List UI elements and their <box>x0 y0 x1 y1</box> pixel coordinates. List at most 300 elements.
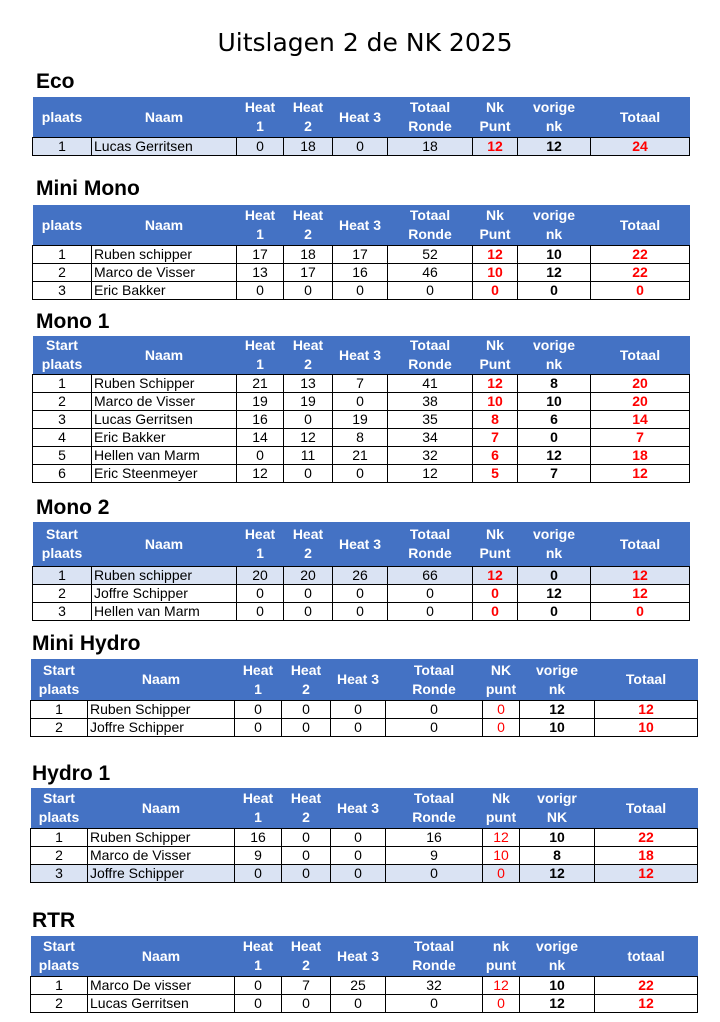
header-vorige <box>518 336 591 375</box>
header-line: nk <box>492 938 510 954</box>
header-line: Heat <box>242 790 274 806</box>
header-row <box>31 788 698 829</box>
cell-totaal: 14 <box>591 411 690 429</box>
table-row <box>33 585 690 603</box>
table-row <box>31 701 698 719</box>
cell-heat2: 11 <box>284 447 333 465</box>
header-line: plaats <box>38 809 80 825</box>
cell-heat1: 0 <box>235 719 282 737</box>
cell-nk-punt: 0 <box>483 995 520 1013</box>
cell-heat2: 0 <box>282 829 331 847</box>
cell-naam: Ruben Schipper <box>88 701 235 719</box>
header-heat1 <box>235 788 282 829</box>
cell-totaal: 18 <box>591 447 690 465</box>
section-title: Hydro 1 <box>32 762 111 785</box>
cell-heat3: 0 <box>333 465 388 483</box>
table-row <box>33 393 690 411</box>
cell-heat3: 26 <box>333 567 388 585</box>
cell-vorige: 0 <box>518 429 591 447</box>
cell-heat2: 0 <box>282 847 331 865</box>
header-line: Start <box>43 938 75 954</box>
header-nk-punt <box>473 336 518 375</box>
cell-heat2: 0 <box>282 865 331 883</box>
header-heat1 <box>235 659 282 701</box>
header-row <box>33 205 690 246</box>
cell-naam: Lucas Gerritsen <box>88 995 235 1013</box>
cell-plaats: 3 <box>33 411 92 429</box>
cell-plaats: 5 <box>33 447 92 465</box>
cell-heat2: 13 <box>284 375 333 393</box>
cell-naam: Ruben Schipper <box>92 375 237 393</box>
header-line: Punt <box>479 118 511 134</box>
cell-heat1: 20 <box>237 567 284 585</box>
cell-plaats: 1 <box>31 829 88 847</box>
table-row <box>31 995 698 1013</box>
cell-heat1: 0 <box>237 282 284 300</box>
header-line: 1 <box>254 680 262 697</box>
header-line: Heat <box>242 938 274 954</box>
table-row <box>33 411 690 429</box>
header-line: nk <box>545 356 563 372</box>
cell-totaal-ronde: 0 <box>388 585 473 603</box>
cell-vorige: 12 <box>520 701 595 719</box>
header-line: Totaal <box>413 790 455 806</box>
header-line: Ronde <box>412 680 456 697</box>
header-totaal-ronde <box>388 336 473 375</box>
cell-naam: Lucas Gerritsen <box>92 138 237 156</box>
cell-vorige: 10 <box>518 393 591 411</box>
header-line: plaats <box>38 680 80 697</box>
header-heat2 <box>284 522 333 567</box>
header-line: Heat <box>290 938 322 954</box>
cell-heat2: 20 <box>284 567 333 585</box>
cell-plaats: 3 <box>33 282 92 300</box>
header-line: Heat <box>292 526 324 542</box>
results-table <box>30 788 698 883</box>
cell-naam: Hellen van Marm <box>92 447 237 465</box>
cell-heat3: 0 <box>333 393 388 411</box>
header-nk-punt <box>473 205 518 246</box>
cell-heat2: 12 <box>284 429 333 447</box>
results-table <box>32 97 690 156</box>
header-row <box>33 97 690 138</box>
header-row <box>31 936 698 977</box>
header-heat1 <box>237 336 284 375</box>
cell-heat1: 0 <box>237 138 284 156</box>
header-heat3: Heat 3 <box>331 936 386 977</box>
header-vorige <box>518 97 591 138</box>
header-line: Start <box>43 790 75 806</box>
header-naam: Naam <box>88 788 235 829</box>
cell-heat1: 0 <box>237 585 284 603</box>
cell-naam: Marco De visser <box>88 977 235 995</box>
cell-heat1: 0 <box>235 977 282 995</box>
cell-totaal-ronde: 41 <box>388 375 473 393</box>
cell-heat1: 21 <box>237 375 284 393</box>
cell-nk-punt: 12 <box>483 977 520 995</box>
cell-naam: Marco de Visser <box>92 264 237 282</box>
header-line: Heat <box>290 661 322 678</box>
cell-totaal-ronde: 18 <box>388 138 473 156</box>
header-line: vorige <box>532 526 575 542</box>
header-line: 1 <box>256 356 264 372</box>
header-line: nk <box>548 680 566 697</box>
header-heat2 <box>282 788 331 829</box>
cell-plaats: 2 <box>31 995 88 1013</box>
header-line: Totaal <box>409 99 451 115</box>
cell-totaal: 12 <box>595 865 698 883</box>
cell-nk-punt: 12 <box>473 375 518 393</box>
header-line: Heat <box>244 99 276 115</box>
cell-totaal-ronde: 32 <box>388 447 473 465</box>
cell-vorige: 10 <box>518 246 591 264</box>
table-row <box>33 603 690 621</box>
cell-totaal: 7 <box>591 429 690 447</box>
header-plaats <box>31 936 88 977</box>
header-totaal: totaal <box>595 936 698 977</box>
cell-heat3: 0 <box>331 995 386 1013</box>
header-line: Heat <box>244 526 276 542</box>
header-line: Start <box>46 337 78 353</box>
header-line: Totaal <box>413 938 455 954</box>
cell-heat2: 0 <box>282 995 331 1013</box>
header-vorige <box>518 522 591 567</box>
results-table <box>32 336 690 483</box>
header-line: Ronde <box>412 809 456 825</box>
header-line: vorige <box>532 337 575 353</box>
header-plaats <box>33 336 92 375</box>
cell-nk-punt: 0 <box>483 719 520 737</box>
cell-plaats: 3 <box>33 603 92 621</box>
header-line: Heat <box>292 207 324 223</box>
header-line: punt <box>485 680 517 697</box>
header-line: Nk <box>486 99 504 115</box>
header-nk-punt <box>483 936 520 977</box>
header-heat2 <box>282 936 331 977</box>
cell-totaal-ronde: 0 <box>386 701 483 719</box>
header-line: 2 <box>304 118 312 134</box>
cell-heat2: 0 <box>282 701 331 719</box>
header-heat2 <box>282 659 331 701</box>
cell-nk-punt: 12 <box>473 567 518 585</box>
cell-plaats: 1 <box>31 701 88 719</box>
header-line: 2 <box>304 226 312 242</box>
cell-nk-punt: 0 <box>473 282 518 300</box>
section-title: Eco <box>36 70 75 93</box>
cell-heat1: 9 <box>235 847 282 865</box>
cell-naam: Ruben schipper <box>92 567 237 585</box>
cell-plaats: 2 <box>31 847 88 865</box>
cell-totaal: 20 <box>591 375 690 393</box>
cell-vorige: 12 <box>520 995 595 1013</box>
cell-heat1: 17 <box>237 246 284 264</box>
header-heat3: Heat 3 <box>333 522 388 567</box>
cell-heat3: 0 <box>333 282 388 300</box>
cell-totaal: 12 <box>591 567 690 585</box>
cell-heat2: 19 <box>284 393 333 411</box>
cell-naam: Ruben schipper <box>92 246 237 264</box>
cell-naam: Marco de Visser <box>88 847 235 865</box>
cell-heat1: 0 <box>237 603 284 621</box>
header-plaats <box>31 659 88 701</box>
header-line: Heat <box>244 207 276 223</box>
header-line: Totaal <box>409 337 451 353</box>
cell-totaal: 0 <box>591 282 690 300</box>
header-line: Ronde <box>408 356 452 372</box>
header-line: Ronde <box>408 545 452 561</box>
cell-heat3: 0 <box>331 865 386 883</box>
cell-heat3: 25 <box>331 977 386 995</box>
cell-naam: Hellen van Marm <box>92 603 237 621</box>
cell-heat2: 0 <box>284 282 333 300</box>
cell-totaal-ronde: 0 <box>386 719 483 737</box>
cell-heat2: 7 <box>282 977 331 995</box>
section-title: Mono 2 <box>36 496 110 519</box>
cell-totaal-ronde: 0 <box>388 603 473 621</box>
table-row <box>33 282 690 300</box>
cell-totaal-ronde: 35 <box>388 411 473 429</box>
cell-vorige: 12 <box>518 264 591 282</box>
cell-naam: Eric Bakker <box>92 282 237 300</box>
table-row <box>33 138 690 156</box>
cell-heat1: 0 <box>235 865 282 883</box>
header-line: nk <box>548 957 566 973</box>
cell-vorige: 10 <box>520 719 595 737</box>
cell-plaats: 2 <box>33 393 92 411</box>
cell-heat2: 0 <box>284 603 333 621</box>
header-line: Heat <box>292 99 324 115</box>
cell-vorige: 12 <box>520 865 595 883</box>
header-line: vorigr <box>537 790 577 806</box>
cell-vorige: 6 <box>518 411 591 429</box>
cell-heat2: 17 <box>284 264 333 282</box>
cell-plaats: 2 <box>31 719 88 737</box>
header-heat1 <box>237 97 284 138</box>
header-line: Punt <box>479 356 511 372</box>
header-nk-punt <box>483 788 520 829</box>
cell-totaal: 12 <box>591 585 690 603</box>
cell-nk-punt: 12 <box>473 246 518 264</box>
header-vorige <box>520 659 595 701</box>
cell-totaal: 12 <box>595 995 698 1013</box>
cell-heat2: 0 <box>284 411 333 429</box>
header-line: vorige <box>532 207 575 223</box>
cell-plaats: 2 <box>33 585 92 603</box>
cell-heat2: 0 <box>282 719 331 737</box>
cell-heat1: 0 <box>235 995 282 1013</box>
cell-heat3: 7 <box>333 375 388 393</box>
cell-nk-punt: 12 <box>483 829 520 847</box>
header-heat2 <box>284 97 333 138</box>
header-vorige <box>520 936 595 977</box>
cell-naam: Joffre Schipper <box>88 719 235 737</box>
header-line: 1 <box>254 809 262 825</box>
header-line: Start <box>46 526 78 542</box>
header-totaal: Totaal <box>591 336 690 375</box>
header-nk-punt <box>473 522 518 567</box>
cell-nk-punt: 10 <box>473 264 518 282</box>
table-row <box>33 465 690 483</box>
cell-plaats: 1 <box>33 567 92 585</box>
header-line: NK <box>546 809 568 825</box>
header-line: punt <box>485 957 517 973</box>
header-totaal-ronde <box>386 936 483 977</box>
cell-heat3: 0 <box>331 829 386 847</box>
cell-totaal: 0 <box>591 603 690 621</box>
cell-heat2: 0 <box>284 465 333 483</box>
cell-naam: Marco de Visser <box>92 393 237 411</box>
header-vorige <box>518 205 591 246</box>
header-line: Start <box>43 661 75 678</box>
cell-heat3: 0 <box>333 603 388 621</box>
header-line: Totaal <box>409 526 451 542</box>
header-naam: Naam <box>88 659 235 701</box>
cell-heat3: 0 <box>331 701 386 719</box>
cell-heat1: 0 <box>235 701 282 719</box>
header-line: Nk <box>486 207 504 223</box>
header-row <box>31 659 698 701</box>
header-totaal: Totaal <box>595 788 698 829</box>
table-row <box>31 865 698 883</box>
header-line: Heat <box>244 337 276 353</box>
header-line: plaats <box>38 957 80 973</box>
table-row <box>33 429 690 447</box>
header-naam: Naam <box>92 97 237 138</box>
header-line: nk <box>545 226 563 242</box>
cell-naam: Joffre Schipper <box>92 585 237 603</box>
cell-totaal-ronde: 52 <box>388 246 473 264</box>
table-row <box>33 246 690 264</box>
section-title: Mono 1 <box>36 310 110 333</box>
cell-totaal-ronde: 0 <box>388 282 473 300</box>
cell-totaal: 24 <box>591 138 690 156</box>
cell-totaal-ronde: 12 <box>388 465 473 483</box>
header-plaats <box>31 788 88 829</box>
header-heat3: Heat 3 <box>333 97 388 138</box>
header-line: 1 <box>256 118 264 134</box>
cell-heat3: 19 <box>333 411 388 429</box>
cell-totaal: 10 <box>595 719 698 737</box>
cell-vorige: 8 <box>518 375 591 393</box>
cell-vorige: 8 <box>520 847 595 865</box>
header-naam: Naam <box>88 936 235 977</box>
header-heat3: Heat 3 <box>331 659 386 701</box>
cell-totaal-ronde: 38 <box>388 393 473 411</box>
header-nk-punt <box>483 659 520 701</box>
header-line: Punt <box>479 545 511 561</box>
header-line: 2 <box>302 680 310 697</box>
cell-totaal: 22 <box>591 264 690 282</box>
header-naam: Naam <box>92 205 237 246</box>
table-row <box>31 977 698 995</box>
header-totaal: Totaal <box>591 205 690 246</box>
header-line: 2 <box>304 545 312 561</box>
cell-plaats: 6 <box>33 465 92 483</box>
cell-heat1: 16 <box>235 829 282 847</box>
cell-plaats: 1 <box>33 246 92 264</box>
header-line: Heat <box>242 661 274 678</box>
results-table <box>32 522 690 621</box>
cell-totaal-ronde: 0 <box>386 865 483 883</box>
cell-heat3: 0 <box>331 719 386 737</box>
header-line: Ronde <box>412 957 456 973</box>
cell-nk-punt: 12 <box>473 138 518 156</box>
header-line: nk <box>545 118 563 134</box>
cell-vorige: 12 <box>518 585 591 603</box>
header-line: vorige <box>535 661 578 678</box>
table-row <box>33 447 690 465</box>
header-line: nk <box>545 545 563 561</box>
header-line: 1 <box>254 957 262 973</box>
cell-totaal-ronde: 66 <box>388 567 473 585</box>
cell-totaal-ronde: 16 <box>386 829 483 847</box>
header-line: Ronde <box>408 118 452 134</box>
header-line: punt <box>485 809 517 825</box>
cell-totaal-ronde: 34 <box>388 429 473 447</box>
header-line: Totaal <box>409 207 451 223</box>
cell-nk-punt: 7 <box>473 429 518 447</box>
header-line: vorige <box>532 99 575 115</box>
header-naam: Naam <box>92 336 237 375</box>
header-totaal: Totaal <box>595 659 698 701</box>
header-plaats: plaats <box>33 205 92 246</box>
header-row <box>33 336 690 375</box>
header-vorige <box>520 788 595 829</box>
section-title: Mini Hydro <box>32 632 141 655</box>
cell-naam: Eric Steenmeyer <box>92 465 237 483</box>
cell-plaats: 4 <box>33 429 92 447</box>
page-title: Uitslagen 2 de NK 2025 <box>217 28 513 57</box>
header-heat3: Heat 3 <box>333 336 388 375</box>
cell-plaats: 2 <box>33 264 92 282</box>
section-title: RTR <box>32 909 76 932</box>
cell-vorige: 10 <box>520 977 595 995</box>
results-table <box>32 205 690 300</box>
cell-nk-punt: 0 <box>473 603 518 621</box>
cell-totaal: 20 <box>591 393 690 411</box>
header-heat1 <box>237 522 284 567</box>
header-totaal-ronde <box>388 97 473 138</box>
cell-heat1: 14 <box>237 429 284 447</box>
cell-heat1: 19 <box>237 393 284 411</box>
cell-totaal: 18 <box>595 847 698 865</box>
cell-nk-punt: 0 <box>473 585 518 603</box>
cell-heat1: 12 <box>237 465 284 483</box>
cell-heat1: 16 <box>237 411 284 429</box>
cell-vorige: 0 <box>518 282 591 300</box>
cell-totaal-ronde: 9 <box>386 847 483 865</box>
table-row <box>33 375 690 393</box>
header-nk-punt <box>473 97 518 138</box>
cell-heat2: 18 <box>284 138 333 156</box>
header-line: Heat <box>290 790 322 806</box>
header-line: Nk <box>492 790 510 806</box>
header-line: 2 <box>302 957 310 973</box>
cell-nk-punt: 10 <box>483 847 520 865</box>
cell-heat2: 18 <box>284 246 333 264</box>
cell-heat1: 0 <box>237 447 284 465</box>
header-naam: Naam <box>92 522 237 567</box>
header-heat2 <box>284 205 333 246</box>
results-table <box>30 936 698 1013</box>
table-row <box>31 829 698 847</box>
cell-totaal: 22 <box>595 977 698 995</box>
cell-heat2: 0 <box>284 585 333 603</box>
cell-heat3: 0 <box>331 847 386 865</box>
cell-totaal: 12 <box>595 701 698 719</box>
cell-totaal-ronde: 46 <box>388 264 473 282</box>
header-totaal: Totaal <box>591 522 690 567</box>
